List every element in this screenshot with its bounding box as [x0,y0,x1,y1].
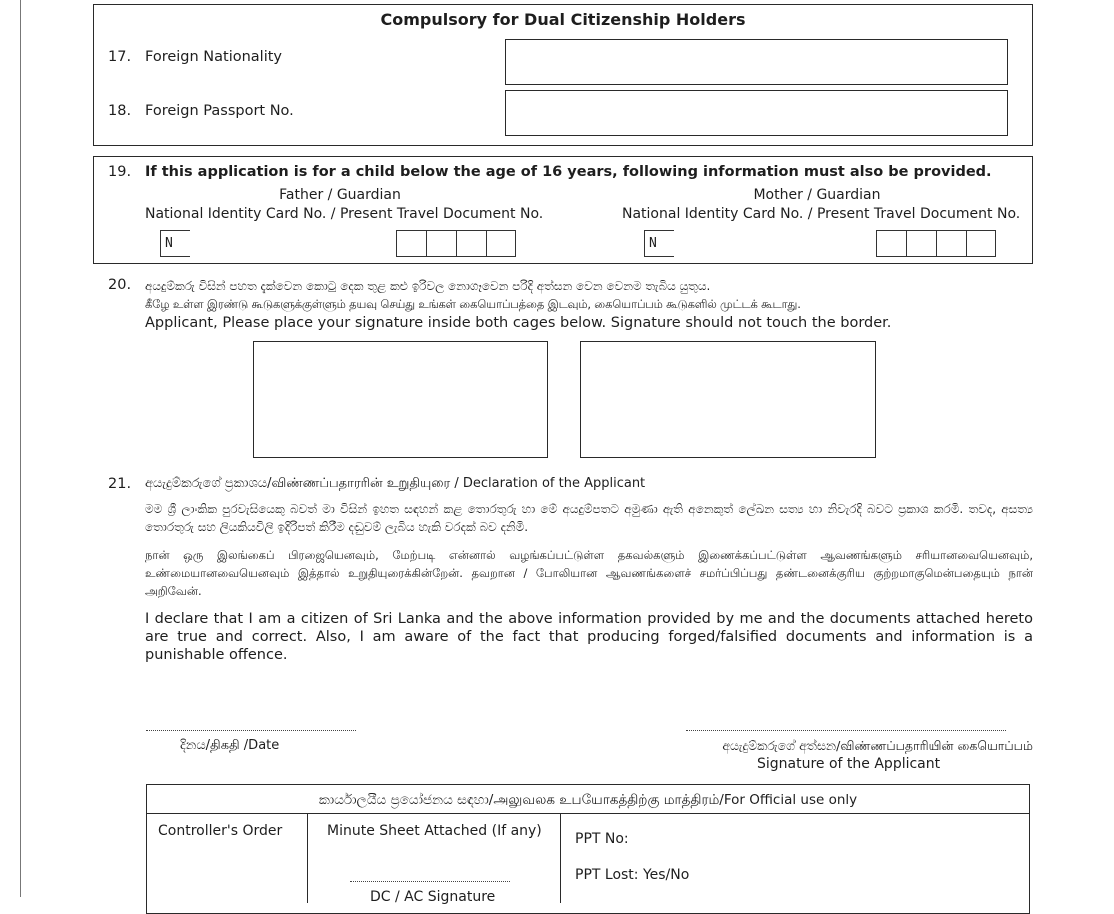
mother-guardian-label: Mother / Guardian [753,187,881,203]
digit-box[interactable] [906,230,936,257]
dual-citizenship-title: Compulsory for Dual Citizenship Holders [380,10,746,29]
digit-box[interactable] [876,230,906,257]
signature-cage-1[interactable] [253,341,548,458]
q20-number: 20. [108,277,132,293]
digit-box[interactable] [966,230,996,257]
declaration-tamil: நான் ஒரு இலங்கைப் பிரஜையெனவும், மேற்படி என்னால் வழங்கப்பட்டுள்ள தகவல்களும் இணைக்கப்பட்டுள்ள ஆவணங்களும் சரியானவையெனவும், உண்மையானவையெனவும் இத்தால் உறுதியுரைக்கின்றேன். தவறான / போலியான ஆவணங்களைச் சமர்ப்பிப்பது தண்டனைக்குரிய குற்றமாகுமென்பதையும் நான் அறிவேன். [145,548,1033,598]
signature-cage-2[interactable] [580,341,876,458]
applicant-signature-label-en: Signature of the Applicant [757,756,941,772]
date-line[interactable] [146,730,356,731]
father-id-digit-boxes[interactable] [396,230,516,257]
applicant-signature-line[interactable] [686,730,1006,731]
table-col-divider-1 [307,813,308,903]
q17-number: 17. [108,49,132,65]
minute-sheet-label: Minute Sheet Attached (If any) [327,823,542,839]
mother-id-prefix[interactable]: N [644,230,674,257]
controllers-order-label: Controller's Order [158,823,283,839]
q21-number: 21. [108,476,132,492]
foreign-nationality-field[interactable] [505,39,1008,85]
digit-box[interactable] [486,230,516,257]
dc-ac-signature-label: DC / AC Signature [370,889,496,905]
father-id-label: National Identity Card No. / Present Travel Document No. [145,206,544,222]
digit-box[interactable] [456,230,486,257]
father-id-prefix[interactable]: N [160,230,190,257]
applicant-signature-label-local: අයැදුම්කරුගේ අත්සන/விண்ணப்பதாரியின் கையொப்பம் [722,738,1033,753]
mother-id-digit-boxes[interactable] [876,230,996,257]
date-label: දිනය/திகதி /Date [180,738,280,753]
q19-number: 19. [108,164,132,180]
left-margin-rule [20,0,21,897]
table-col-divider-2 [560,813,561,903]
ppt-no-label: PPT No: [575,831,629,847]
foreign-passport-field[interactable] [505,90,1008,136]
ppt-lost-label: PPT Lost: Yes/No [575,867,690,883]
q20-english-text: Applicant, Please place your signature inside both cages below. Signature should not touch the border. [145,315,892,331]
official-use-title: කාර්යාලයීය ප්‍රයෝජනය සඳහා/அலுவலக உபயோகத்திற்கு மாத்திரம்/For Official use only [318,792,858,808]
q19-heading: If this application is for a child below the age of 16 years, following information must also be provided. [145,164,992,180]
father-guardian-label: Father / Guardian [279,187,401,203]
digit-box[interactable] [396,230,426,257]
q20-tamil-text: கீழே உள்ள இரண்டு கூடுகளுக்குள்ளும் தயவு செய்து உங்கள் கையொப்பத்தை இடவும், கையொப்பம் கூடுகளில் முட்டக் கூடாது. [145,297,801,311]
declaration-english: I declare that I am a citizen of Sri Lanka and the above information provided by me and the documents attached hereto are true and correct. Also, I am aware of the fact that producing forged/falsified documents and information is a punishable offence. [145,611,1033,663]
digit-box[interactable] [936,230,966,257]
declaration-sinhala: මම ශ්‍රී ලාංකික පුරවැසියෙකු බවත් මා විසින් ඉහත සඳහන් කළ තොරතුරු හා මේ අයදුම්පතට අමුණා ඇති අනෙකුත් ලේඛන සත්‍ය හා නිවැරදි බවට ප්‍රකාශ කරමි. තවද, අසත්‍ය තොරතුරු සහ ලියකියවිලි ඉදිරිපත් කිරීම දඬුවම් ලැබිය හැකි වරදක් බව දනිමි. [145,502,1033,534]
q18-label: Foreign Passport No. [145,103,294,119]
table-header-divider [146,813,1030,814]
dc-signature-line[interactable] [350,881,510,882]
q17-label: Foreign Nationality [145,49,283,65]
digit-box[interactable] [426,230,456,257]
q20-sinhala-text: අයදුම්කරු විසින් පහත දැක්වෙන කොටු දෙක තුළ කළු ඉරිවල නොගෑවෙන පරිදි අත්සන වෙන වෙනම තැබිය යුතුය. [145,279,711,293]
q18-number: 18. [108,103,132,119]
mother-id-label: National Identity Card No. / Present Travel Document No. [622,206,1021,222]
declaration-heading: අයැදුම්කරුගේ ප්‍රකාශය/விண்ணப்பதாரரின் உறுதியுரை / Declaration of the Applicant [145,476,646,491]
